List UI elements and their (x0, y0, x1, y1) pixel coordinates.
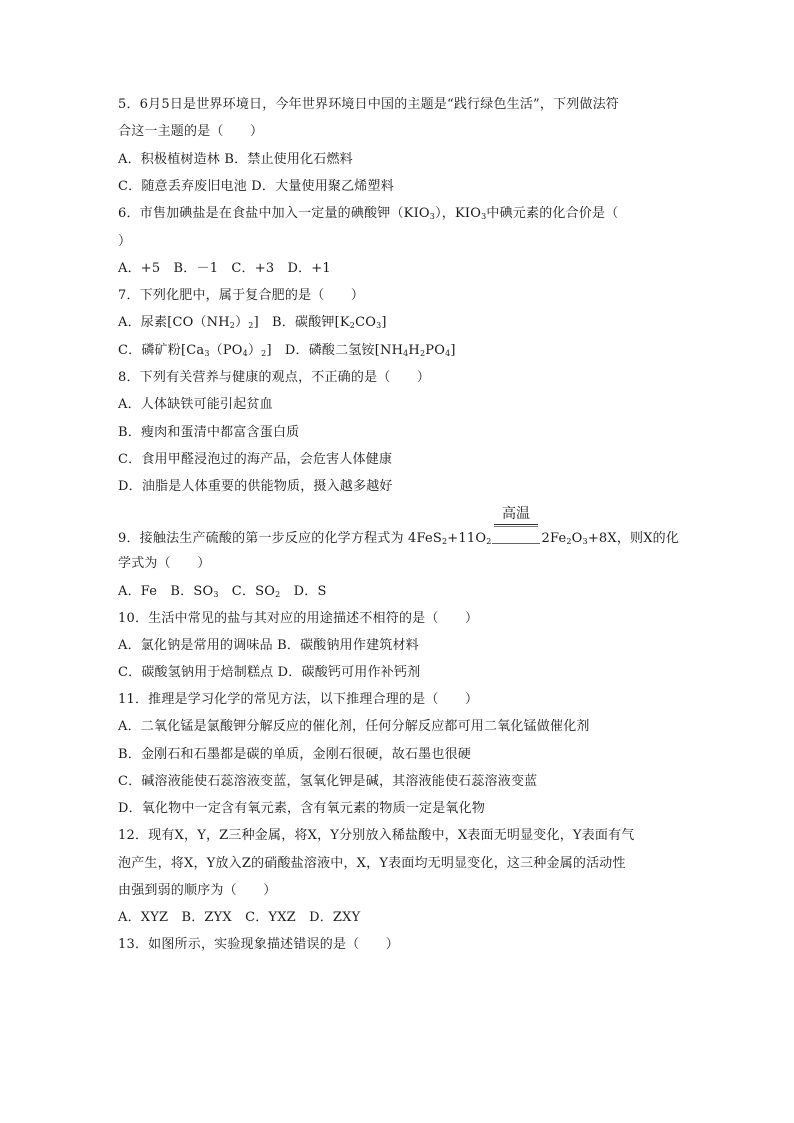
q9-o2: C．SO (218, 584, 276, 599)
q12-options: A．XYZ B．ZYX C．YXZ D．ZXY (118, 910, 361, 925)
q8-option-d: D．油脂是人体重要的供能物质，摄入越多越好 (118, 479, 393, 494)
q8-option-b: B．瘦肉和蛋清中都富含蛋白质 (118, 425, 300, 440)
q5-options-cd: C．随意丢弃废旧电池 D．大量使用聚乙烯塑料 (118, 179, 394, 194)
q9-os1: 3 (213, 590, 219, 599)
q7-options-cd (118, 342, 456, 360)
q11-option-b: B．金刚石和石墨都是碳的单质，金刚石很硬，故石墨也很硬 (118, 747, 471, 762)
q9-o3: D．S (280, 584, 327, 599)
q7-c-sub4: 4 (403, 349, 409, 358)
q9-s2: 2 (486, 537, 492, 546)
q9-os2: 2 (275, 590, 281, 599)
q9-condition-bar-top (494, 524, 538, 525)
q6-sub1: 3 (429, 212, 436, 221)
q6-stem-b: ），KIO (435, 206, 482, 221)
q9-t5: +8X，则X的化 (587, 531, 680, 546)
q9-t3: 2Fe (541, 531, 567, 546)
q7-c-sub3: 2 (261, 349, 267, 358)
q13-stem: 13．如图所示，实验现象描述错误的是（ ） (118, 937, 399, 952)
q7-c-text7: ] (450, 343, 456, 358)
q6-stem-line2: ） (118, 234, 132, 249)
q7-c-sub1: 3 (204, 349, 210, 358)
q9-t1: 9．接触法生产硫酸的第一步反应的化学方程式为 4FeS (118, 531, 442, 546)
q9-t4: O (571, 531, 583, 546)
q7-stem: 7．下列化肥中，属于复合肥的是（ ） (118, 288, 365, 303)
q11-option-a: A．二氧化锰是氯酸钾分解反应的催化剂，任何分解反应都可用二氧化锰做催化剂 (118, 719, 590, 734)
q9-equation-line (492, 531, 540, 544)
q7-c-text5: H (408, 343, 420, 358)
q7-a-text5: ] (381, 315, 387, 330)
q7-c-sub5: 2 (419, 349, 426, 358)
q11-stem: 11．推理是学习化学的常见方法，以下推理合理的是（ ） (118, 692, 479, 707)
q12-stem-line3: 由强到弱的顺序为（ ） (118, 883, 277, 898)
q7-a-sub2: 2 (248, 321, 254, 330)
q7-c-text3: ） (247, 343, 262, 358)
q10-stem: 10．生活中常见的盐与其对应的用途描述不相符的是（ ） (118, 611, 479, 626)
q8-option-a: A．人体缺铁可能引起贫血 (118, 397, 273, 412)
q9-s3: 2 (566, 537, 572, 546)
q7-c-text2: （PO (209, 343, 243, 358)
q6-stem-line1 (118, 205, 618, 223)
q7-c-sub2: 4 (242, 349, 248, 358)
q6-stem-c: 中碘元素的化合价是（ (486, 206, 619, 221)
q7-a-text4: CO (355, 315, 377, 330)
q7-a-text1: A．尿素[CO（NH (118, 315, 230, 330)
q5-stem-line1: 5．6月5日是世界环境日，今年世界环境日中国的主题是“践行绿色生活”，下列做法符 (118, 97, 620, 112)
q7-c-sub6: 4 (445, 349, 451, 358)
q12-stem-line2: 泡产生，将X，Y放入Z的硝酸盐溶液中，X，Y表面均无明显变化，这三种金属的活动性 (118, 856, 626, 871)
q9-options (118, 583, 327, 601)
q7-a-text2: ） (235, 315, 249, 330)
q9-o1: A．Fe B．SO (118, 584, 214, 599)
q7-a-sub1: 2 (229, 321, 236, 330)
q12-stem-line1: 12．现有X，Y，Z三种金属，将X，Y分别放入稀盐酸中，X表面无明显变化，Y表面有气 (118, 828, 635, 843)
q5-stem-line2: 合这一主题的是（ ） (118, 124, 264, 139)
q5-options-ab: A．积极植树造林 B．禁止使用化石燃料 (118, 152, 353, 167)
q6-sub2: 3 (481, 212, 487, 221)
q9-reaction-condition (494, 505, 538, 527)
q7-a-sub3: 2 (349, 321, 356, 330)
q9-stem-line2: 学式为（ ） (118, 556, 211, 571)
q7-c-text6: PO (425, 343, 446, 358)
q11-option-c: C．碱溶液能使石蕊溶液变蓝，氢氧化钾是碱，其溶液能使石蕊溶液变蓝 (118, 774, 538, 789)
q10-options-ab: A．氯化钠是常用的调味品 B．碳酸钠用作建筑材料 (118, 638, 419, 653)
q7-c-text1: C．磷矿粉[Ca (118, 343, 205, 358)
q9-t2: +11O (447, 531, 487, 546)
q7-a-text3: ] B．碳酸钾[K (253, 315, 350, 330)
q6-stem-a: 6．市售加碘盐是在食盐中加入一定量的碘酸钾（KIO (118, 206, 430, 221)
q11-option-d: D．氧化物中一定含有氧元素，含有氧元素的物质一定是氧化物 (118, 801, 486, 816)
q6-options: A．+5 B．－1 C．+3 D．+1 (118, 261, 331, 276)
q10-options-cd: C．碳酸氢钠用于焙制糕点 D．碳酸钙可用作补钙剂 (118, 665, 421, 680)
q9-condition-bar-bottom (494, 526, 538, 527)
q7-c-text4: ] D．磷酸二氢铵[NH (266, 343, 404, 358)
q9-s4: 3 (582, 537, 588, 546)
q9-condition-label: 高温 (502, 506, 530, 522)
q8-option-c: C．食用甲醛浸泡过的海产品，会危害人体健康 (118, 452, 393, 467)
q9-s1: 2 (441, 537, 448, 546)
q9-stem-line1 (118, 530, 679, 548)
q7-a-sub4: 3 (376, 321, 382, 330)
q8-stem: 8．下列有关营养与健康的观点，不正确的是（ ） (118, 370, 431, 385)
q7-options-ab (118, 314, 387, 332)
